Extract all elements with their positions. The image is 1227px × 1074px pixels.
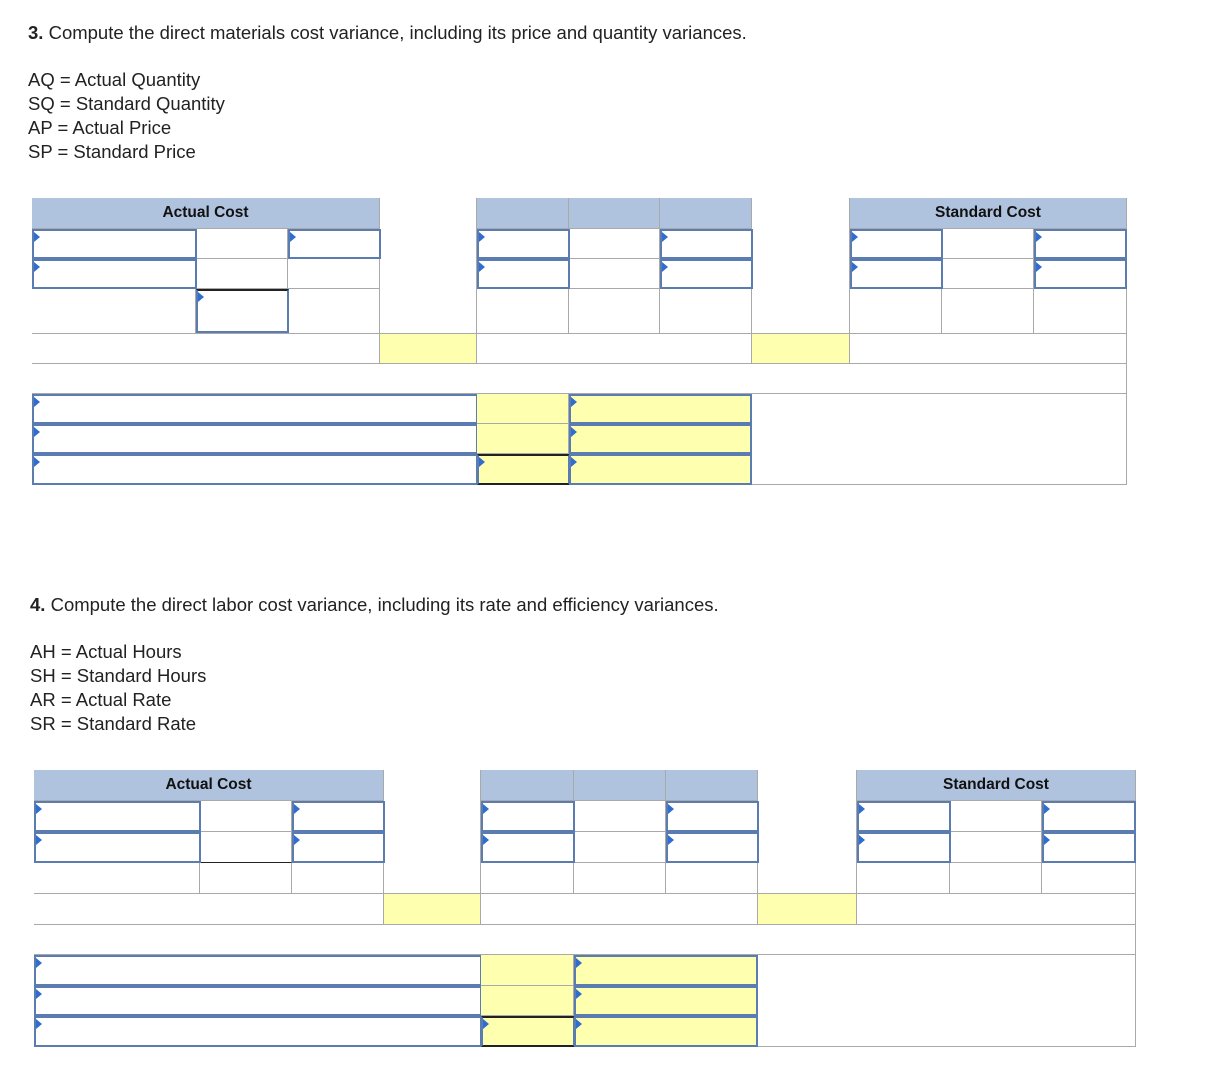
q4-number: 4.: [30, 594, 46, 615]
q3-variance-grid: [32, 198, 1127, 485]
q3-variance-label-input-3[interactable]: [32, 454, 478, 485]
q4-def-ar: AR = Actual Rate: [30, 689, 172, 710]
q3-definitions: [28, 68, 225, 164]
q4-title: [30, 594, 719, 616]
q4-variance-label-input-3[interactable]: [34, 1016, 482, 1047]
q3-def-sp: SP = Standard Price: [28, 141, 196, 162]
q3-standard-cost-header: Standard Cost: [850, 198, 1127, 229]
q4-text: Compute the direct labor cost variance, including its rate and efficiency variances.: [50, 594, 719, 615]
q4-variance-grid: [34, 770, 1136, 1047]
q4-variance-type-input-2[interactable]: [574, 986, 758, 1016]
q4-definitions: [30, 640, 206, 736]
q4-variance-label-input-2[interactable]: [34, 986, 482, 1016]
q3-mid-input-r2-c3[interactable]: [660, 259, 753, 289]
q4-standard-cost-input-r1-c3[interactable]: [1042, 801, 1136, 832]
q4-actual-cost-input-r2-c1[interactable]: [34, 832, 201, 863]
q3-standard-cost-input-r2-c1[interactable]: [850, 259, 943, 289]
q3-mid-input-r2-c1[interactable]: [477, 259, 570, 289]
q3-actual-cost-input-r1-c1[interactable]: [32, 229, 197, 259]
q3-variance-label-input-2[interactable]: [32, 424, 478, 454]
q3-standard-cost-input-r2-c3[interactable]: [1034, 259, 1127, 289]
q3-mid-header-3: [660, 198, 752, 229]
q4-standard-cost-input-r2-c3[interactable]: [1042, 832, 1136, 863]
q3-actual-cost-input-r3-c2[interactable]: [196, 289, 289, 333]
q3-actual-cost-input-r1-c3[interactable]: [288, 229, 381, 259]
q4-mid-input-r1-c1[interactable]: [481, 801, 575, 832]
q3-actual-cost-header: Actual Cost: [32, 198, 380, 229]
q4-variance-type-input-1[interactable]: [574, 955, 758, 986]
q3-number: 3.: [28, 22, 44, 43]
q4-standard-cost-input-r2-c1[interactable]: [857, 832, 951, 863]
q3-standard-cost-input-r1-c1[interactable]: [850, 229, 943, 259]
q4-standard-cost-header: Standard Cost: [857, 770, 1136, 801]
q4-standard-cost-input-r1-c1[interactable]: [857, 801, 951, 832]
q3-mid-header-1: [477, 198, 569, 229]
q3-def-sq: SQ = Standard Quantity: [28, 93, 225, 114]
q4-actual-cost-input-r1-c3[interactable]: [292, 801, 385, 832]
q3-variance-label-input-1[interactable]: [32, 394, 478, 424]
q3-actual-cost-input-r2-c1[interactable]: [32, 259, 197, 289]
q3-title: [28, 22, 747, 44]
q3-connector-cell-2: [752, 334, 850, 364]
q3-variance-amount-input-3[interactable]: [477, 454, 570, 485]
q3-gap-column-2: [752, 198, 850, 334]
q4-def-sr: SR = Standard Rate: [30, 713, 197, 734]
q4-actual-cost-input-r1-c1[interactable]: [34, 801, 201, 832]
q4-mid-input-r1-c3[interactable]: [666, 801, 759, 832]
q4-mid-header-2: [574, 770, 666, 801]
q3-variance-type-input-1[interactable]: [569, 394, 752, 424]
q3-def-ap: AP = Actual Price: [28, 117, 172, 138]
q3-variance-type-input-2[interactable]: [569, 424, 752, 454]
q4-connector-cell-2: [758, 894, 857, 925]
q4-mid-input-r2-c1[interactable]: [481, 832, 575, 863]
q4-variance-type-input-3[interactable]: [574, 1016, 758, 1047]
q4-def-ah: AH = Actual Hours: [30, 641, 182, 662]
q3-text: Compute the direct materials cost variance, including its price and quantity variances.: [48, 22, 747, 43]
q4-gap-column-2: [758, 770, 857, 894]
q4-actual-cost-header: Actual Cost: [34, 770, 384, 801]
q3-mid-header-2: [569, 198, 660, 229]
q4-mid-input-r2-c3[interactable]: [666, 832, 759, 863]
q4-variance-label-input-1[interactable]: [34, 955, 482, 986]
q3-mid-input-r1-c1[interactable]: [477, 229, 570, 259]
q4-actual-cost-input-r2-c3[interactable]: [292, 832, 385, 863]
q3-standard-cost-input-r1-c3[interactable]: [1034, 229, 1127, 259]
q4-def-sh: SH = Standard Hours: [30, 665, 207, 686]
q3-gap-column-1: [380, 198, 477, 334]
q3-def-aq: AQ = Actual Quantity: [28, 69, 201, 90]
q3-variance-type-input-3[interactable]: [569, 454, 752, 485]
q4-gap-column-1: [384, 770, 481, 894]
q4-connector-cell-1: [384, 894, 481, 925]
q4-mid-header-1: [481, 770, 574, 801]
q3-connector-cell-1: [380, 334, 477, 364]
q4-variance-amount-input-3[interactable]: [481, 1016, 575, 1047]
q4-mid-header-3: [666, 770, 758, 801]
q3-mid-input-r1-c3[interactable]: [660, 229, 753, 259]
